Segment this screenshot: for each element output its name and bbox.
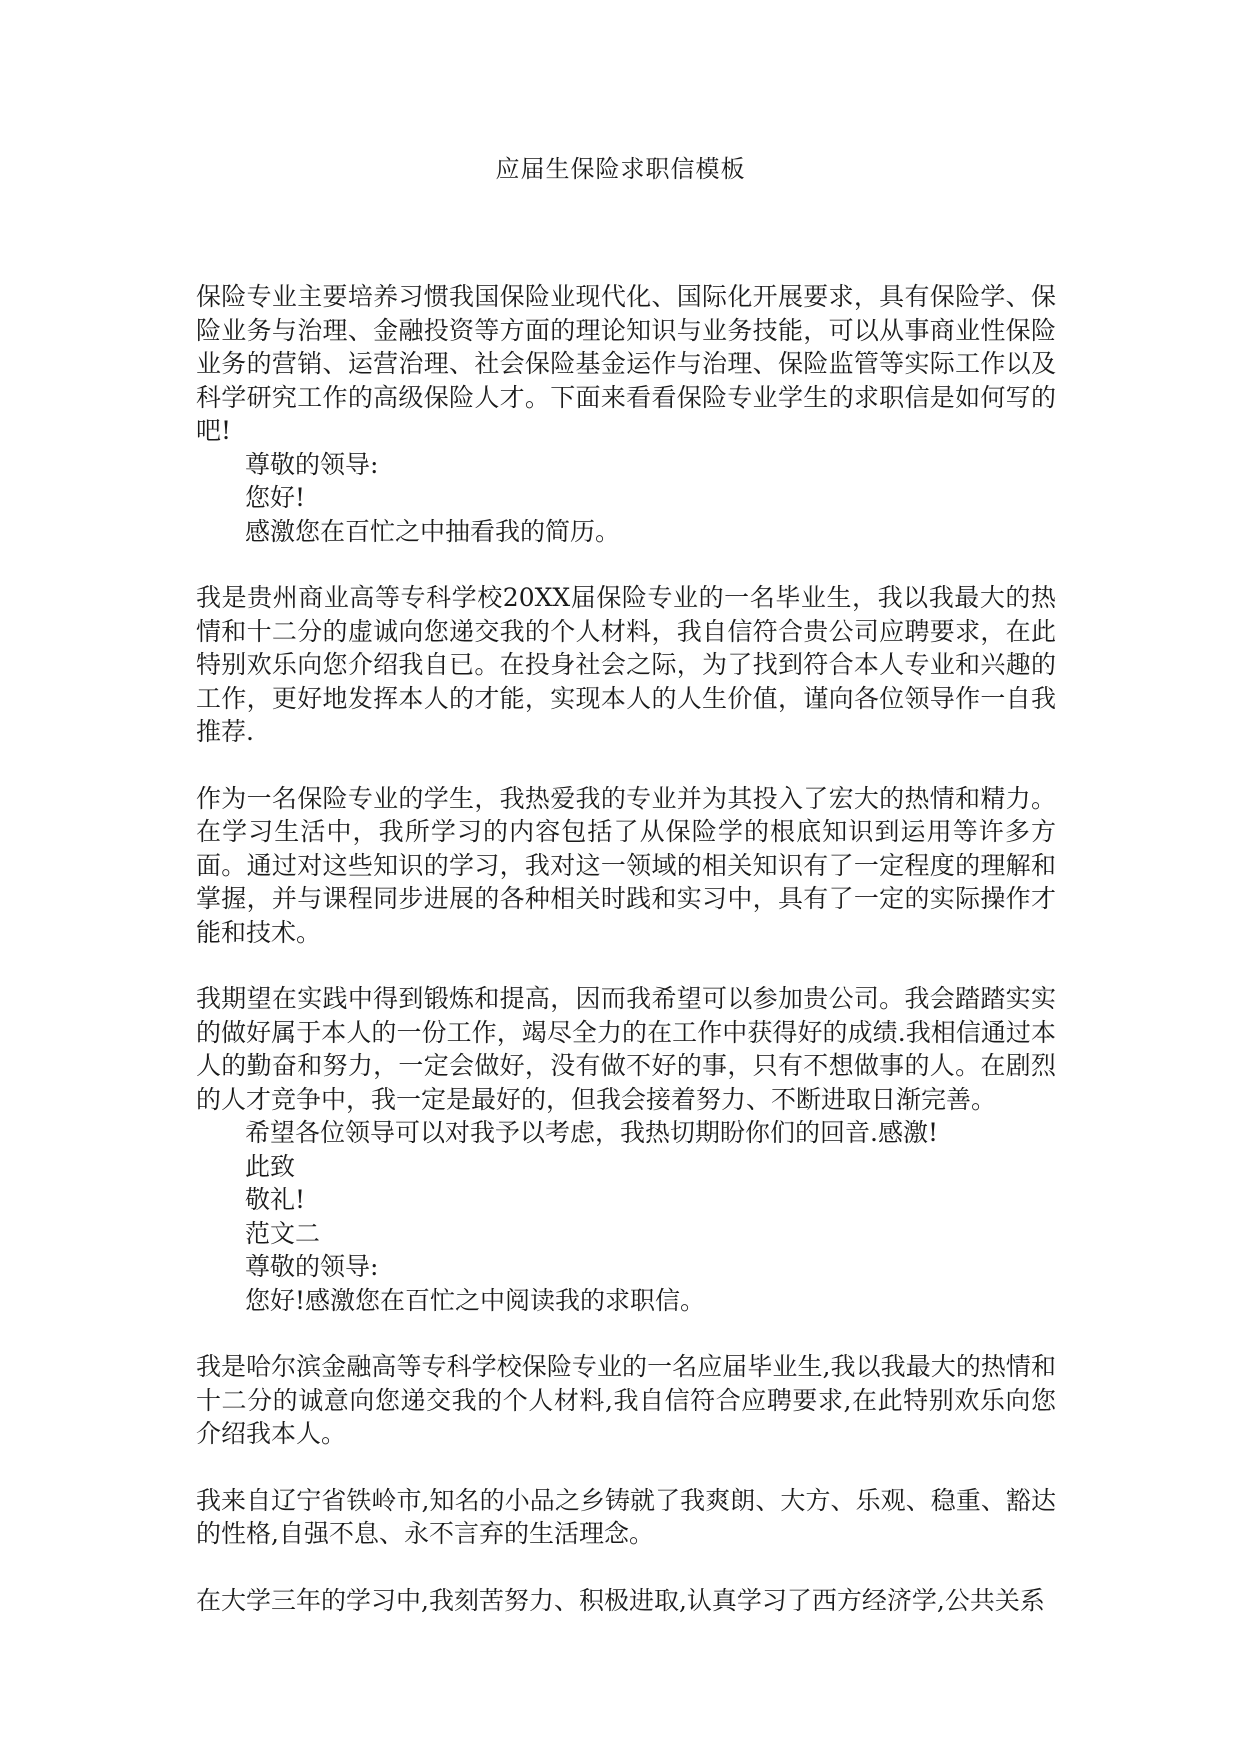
letter1-paragraph-1: 我是贵州商业高等专科学校20XX届保险专业的一名毕业生，我以我最大的热情和十二分的虚诚向您递交我的个人材料，我自信符合贵公司应聘要求，在此特别欢乐向您介绍我自已。在投身社会之际，为了找到符合本人专业和兴趣的工作，更好地发挥本人的才能，实现本人的人生价值，谨向各位领导作一自我推荐. bbox=[196, 583, 1056, 746]
letter1-closing: 希望各位领导可以对我予以考虑，我热切期盼你们的回音.感激! bbox=[245, 1118, 938, 1147]
letter2-heading: 范文二 bbox=[245, 1218, 321, 1248]
letter2-paragraph-1: 我是哈尔滨金融高等专科学校保险专业的一名应届毕业生,我以我最大的热情和十二分的诚意向您递交我的个人材料,我自信符合应聘要求,在此特别欢乐向您介绍我本人。 bbox=[196, 1352, 1056, 1448]
paragraph-gap bbox=[196, 1451, 1056, 1484]
letter2-paragraph-2: 我来自辽宁省铁岭市,知名的小品之乡铸就了我爽朗、大方、乐观、稳重、豁达的性格,自强不息、永不言弃的生活理念。 bbox=[196, 1485, 1056, 1548]
letter1-paragraph-2: 作为一名保险专业的学生，我热爱我的专业并为其投入了宏大的热情和精力。在学习生活中，我所学习的内容包括了从保险学的根底知识到运用等许多方面。通过对这些知识的学习，我对这一领域的相关知识有了一定程度的理解和掌握，并与课程同步进展的各种相关时践和实习中，具有了一定的实际操作才能和技术。 bbox=[196, 783, 1056, 947]
letter2-greeting: 您好!感激您在百忙之中阅读我的求职信。 bbox=[245, 1285, 706, 1315]
letter1-greeting: 您好! bbox=[245, 483, 306, 512]
document-body bbox=[196, 280, 1056, 1617]
letter1-jingli: 敬礼! bbox=[245, 1185, 306, 1214]
paragraph-gap bbox=[196, 749, 1056, 782]
letter1-salutation: 尊敬的领导: bbox=[245, 449, 379, 479]
paragraph-gap bbox=[196, 1551, 1056, 1584]
letter2-paragraph-3: 在大学三年的学习中,我刻苦努力、积极进取,认真学习了西方经济学,公共关系 bbox=[196, 1585, 1045, 1615]
paragraph-gap bbox=[196, 949, 1056, 982]
letter1-thanks: 感激您在百忙之中抽看我的简历。 bbox=[245, 516, 621, 546]
paragraph-gap bbox=[196, 1317, 1056, 1350]
intro-paragraph: 保险专业主要培养习惯我国保险业现代化、国际化开展要求，具有保险学、保险业务与治理、金融投资等方面的理论知识与业务技能，可以从事商业性保险业务的营销、运营治理、社会保险基金运作与治理、保险监管等实际工作以及科学研究工作的高级保险人才。下面来看看保险专业学生的求职信是如何写的吧! bbox=[196, 282, 1056, 445]
letter2-salutation: 尊敬的领导: bbox=[245, 1252, 379, 1281]
letter1-cizhi: 此致 bbox=[245, 1151, 296, 1181]
letter1-paragraph-3: 我期望在实践中得到锻炼和提高，因而我希望可以参加贵公司。我会踏踏实实的做好属于本人的一份工作，竭尽全力的在工作中获得好的成绩.我相信通过本人的勤奋和努力，一定会做好，没有做不好的事，只有不想做事的人。在剧烈的人才竞争中，我一定是最好的，但我会接着努力、不断进取日渐完善。 bbox=[196, 984, 1056, 1114]
paragraph-gap bbox=[196, 548, 1056, 581]
document-title: 应届生保险求职信模板 bbox=[495, 155, 746, 183]
